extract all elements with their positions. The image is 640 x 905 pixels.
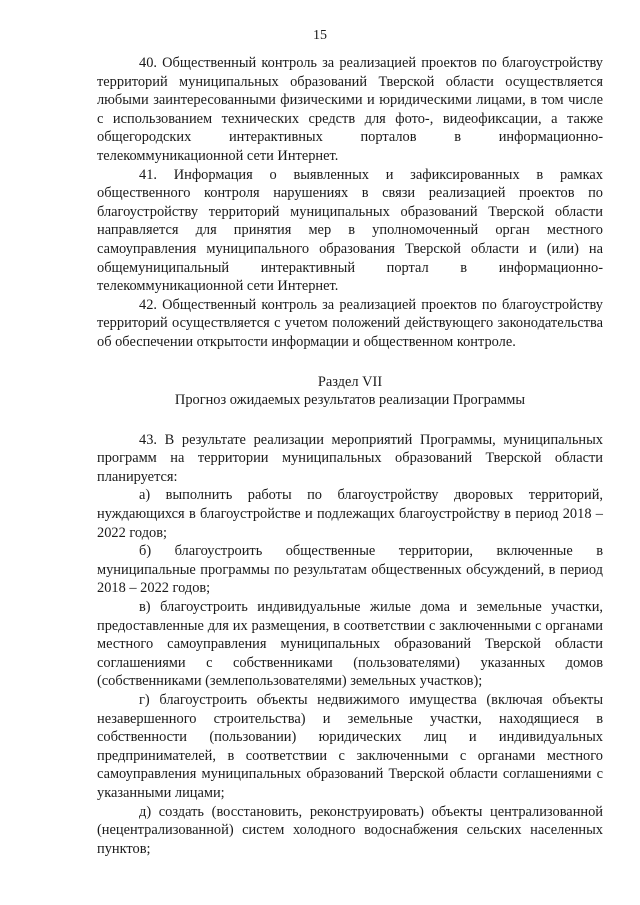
page-number: 15 <box>313 28 327 43</box>
list-item-v: в) благоустроить индивидуальные жилые дома и земельные участки, предоставленные для их размещения, в соответствии с заключенными с органами местного самоуправления муниципальных образований Тверской области соглашениями с собственниками (пользователями) указанных домов (собственниками (землепользователями) земельных участков); <box>97 599 603 690</box>
paragraph-40: 40. Общественный контроль за реализацией проектов по благоустройству территорий муниципальных образований Тверской области осуществляется любыми заинтересованными физическими и юридическими лицами, в том числе с использованием технических средств для фото-, видеофиксации, а также общегородских интерактивных порталов в информационно-телекоммуникационной сети Интернет. <box>97 55 603 164</box>
list-item-g: г) благоустроить объекты недвижимого имущества (включая объекты незавершенного строительства) и земельные участки, находящиеся в собственности (пользовании) юридических лиц и индивидуальных предпринимателей, в соответствии с заключенными с органами местного самоуправления муниципальных образований Тверской области соглашениями с указанными лицами; <box>97 692 603 801</box>
list-item-b: б) благоустроить общественные территории, включенные в муниципальные программы по результатам общественных обсуждений, в период 2018 – 2022 годов; <box>97 543 603 597</box>
section-title: Прогноз ожидаемых результатов реализации Программы <box>174 392 526 409</box>
list-item-d: д) создать (восстановить, реконструировать) объекты централизованной (нецентрализованной) систем холодного водоснабжения сельских населенных пунктов; <box>97 803 603 857</box>
paragraph-41: 41. Информация о выявленных и зафиксированных в рамках общественного контроля нарушениях в связи реализацией проектов по благоустройству территорий муниципальных образований Тверской области направляется для принятия мер в уполномоченный орган местного самоуправления муниципального образования Тверской области и (или) на общемуниципальный интерактивный портал в информационно-телекоммуникационной сети Интернет. <box>97 166 603 295</box>
section-label: Раздел VII <box>317 373 383 390</box>
paragraph-43: 43. В результате реализации мероприятий Программы, муниципальных программ на территории муниципальных образований Тверской области планируется: <box>97 431 603 485</box>
paragraph-42: 42. Общественный контроль за реализацией проектов по благоустройству территорий осуществляется с учетом положений действующего законодательства об обеспечении открытости информации и общественном контроле. <box>97 296 603 350</box>
list-item-a: а) выполнить работы по благоустройству дворовых территорий, нуждающихся в благоустройстве и подлежащих благоустройству в период 2018 – 2022 годов; <box>97 487 603 541</box>
document-body <box>97 54 603 858</box>
